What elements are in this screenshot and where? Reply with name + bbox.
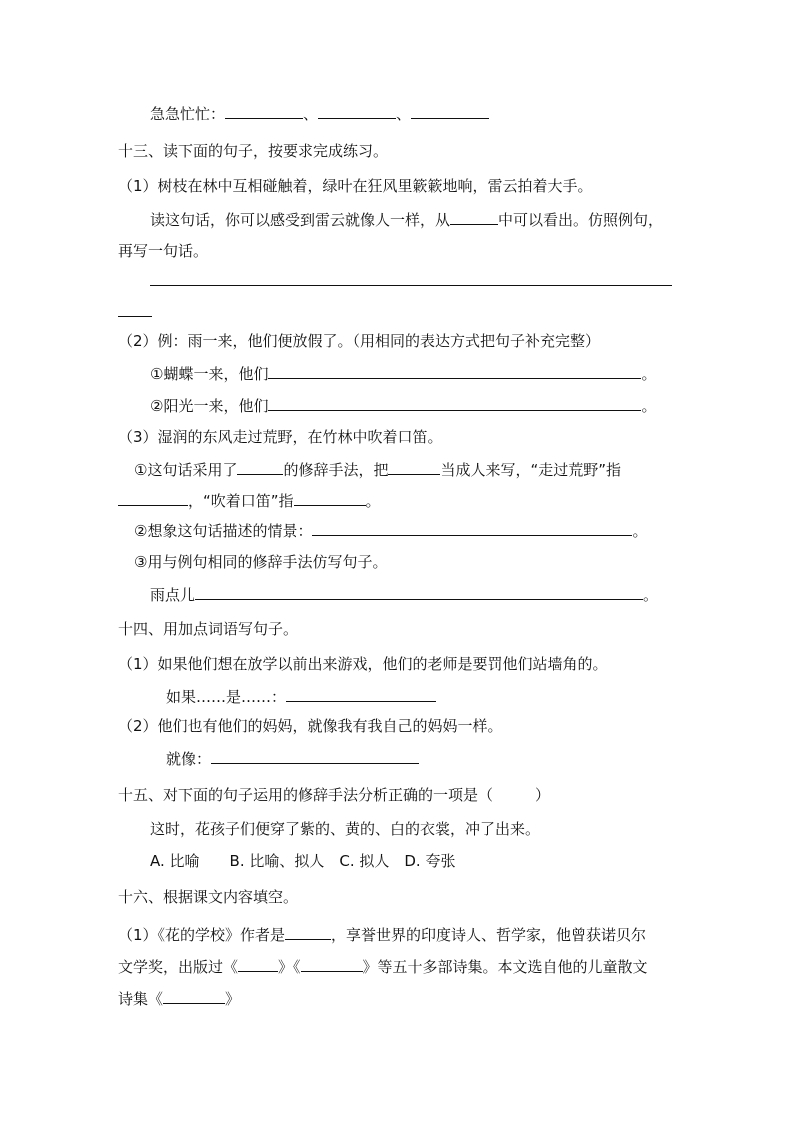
question-13-3-3-answer: 雨点儿 。: [150, 586, 659, 604]
answer-blank[interactable]: [225, 103, 303, 119]
answer-blank[interactable]: [294, 490, 366, 506]
question-13-1-write: 再写一句话。: [118, 242, 209, 260]
question-15-sentence: 这时，花孩子们便穿了紫的、黄的、白的衣裳，冲了出来。: [150, 820, 541, 838]
question-13-2-example: （2）例：雨一来，他们便放假了。（用相同的表达方式把句子补充完整）: [118, 332, 601, 350]
question-13-1-sentence: （1）树枝在林中互相碰触着，绿叶在狂风里簌簌地响，雷云拍着大手。: [118, 177, 593, 195]
answer-blank[interactable]: [388, 459, 440, 475]
answer-blank[interactable]: [285, 924, 331, 940]
answer-blank[interactable]: [163, 988, 225, 1004]
line-jijimangmang: 急急忙忙： 、 、: [150, 103, 489, 124]
answer-blank[interactable]: [411, 103, 489, 119]
question-13-2-b: ②阳光一来，他们 。: [150, 397, 657, 415]
question-13-title: 十三、读下面的句子，按要求完成练习。: [118, 142, 389, 160]
question-15-title: 十五、对下面的句子运用的修辞手法分析正确的一项是（ ）: [118, 786, 551, 804]
question-14-1-sentence: （1）如果他们想在放学以前出来游戏，他们的老师是要罚他们站墙角的。: [118, 655, 608, 673]
question-14-title: 十四、用加点词语写句子。: [118, 620, 299, 638]
answer-blank[interactable]: [286, 686, 436, 702]
question-16-title: 十六、根据课文内容填空。: [118, 888, 299, 906]
answer-blank[interactable]: [118, 490, 188, 506]
question-13-3-sentence: （3）湿润的东风走过荒野，在竹林中吹着口笛。: [118, 428, 443, 446]
question-13-3-1: ①这句话采用了 的修辞手法，把 当成人来写，“走过荒野”指: [134, 461, 622, 479]
question-14-2-answer: 就像：: [166, 748, 419, 769]
question-14-2-sentence: （2）他们也有他们的妈妈，就像我有我自己的妈妈一样。: [118, 717, 503, 735]
answer-blank[interactable]: [268, 395, 641, 411]
question-13-1-read: 读这句话，你可以感受到雷云就像人一样，从 中可以看出。仿照例句，: [150, 211, 664, 229]
answer-blank[interactable]: [312, 520, 632, 536]
question-15-options: A. 比喻 B. 比喻、拟人 C. 拟人 D. 夸张: [150, 852, 456, 870]
question-16-1-line2: 文学奖，出版过《 》《 》等五十多部诗集。本文选自他的儿童散文: [118, 958, 648, 976]
answer-blank[interactable]: [450, 209, 498, 225]
answer-blank[interactable]: [301, 956, 363, 972]
answer-blank[interactable]: [237, 459, 283, 475]
question-16-1-line1: （1）《花的学校》作者是 ，享誉世界的印度诗人、哲学家，他曾获诺贝尔: [118, 926, 647, 944]
question-16-1-line3: 诗集《 》: [118, 990, 241, 1008]
answer-blank[interactable]: [211, 748, 419, 764]
question-14-1-answer: 如果……是……：: [166, 686, 436, 707]
answer-blank[interactable]: [268, 363, 641, 379]
answer-line[interactable]: [118, 316, 152, 317]
answer-blank[interactable]: [195, 584, 643, 600]
question-13-3-3: ③用与例句相同的修辞手法仿写句子。: [134, 553, 388, 571]
answer-blank[interactable]: [238, 956, 278, 972]
question-13-3-2: ②想象这句话描述的情景： 。: [134, 522, 648, 540]
question-13-2-a: ①蝴蝶一来，他们 。: [150, 365, 657, 383]
answer-line[interactable]: [150, 285, 672, 286]
question-13-3-1-cont: ，“吹着口笛”指 。: [118, 490, 381, 511]
answer-blank[interactable]: [318, 103, 396, 119]
